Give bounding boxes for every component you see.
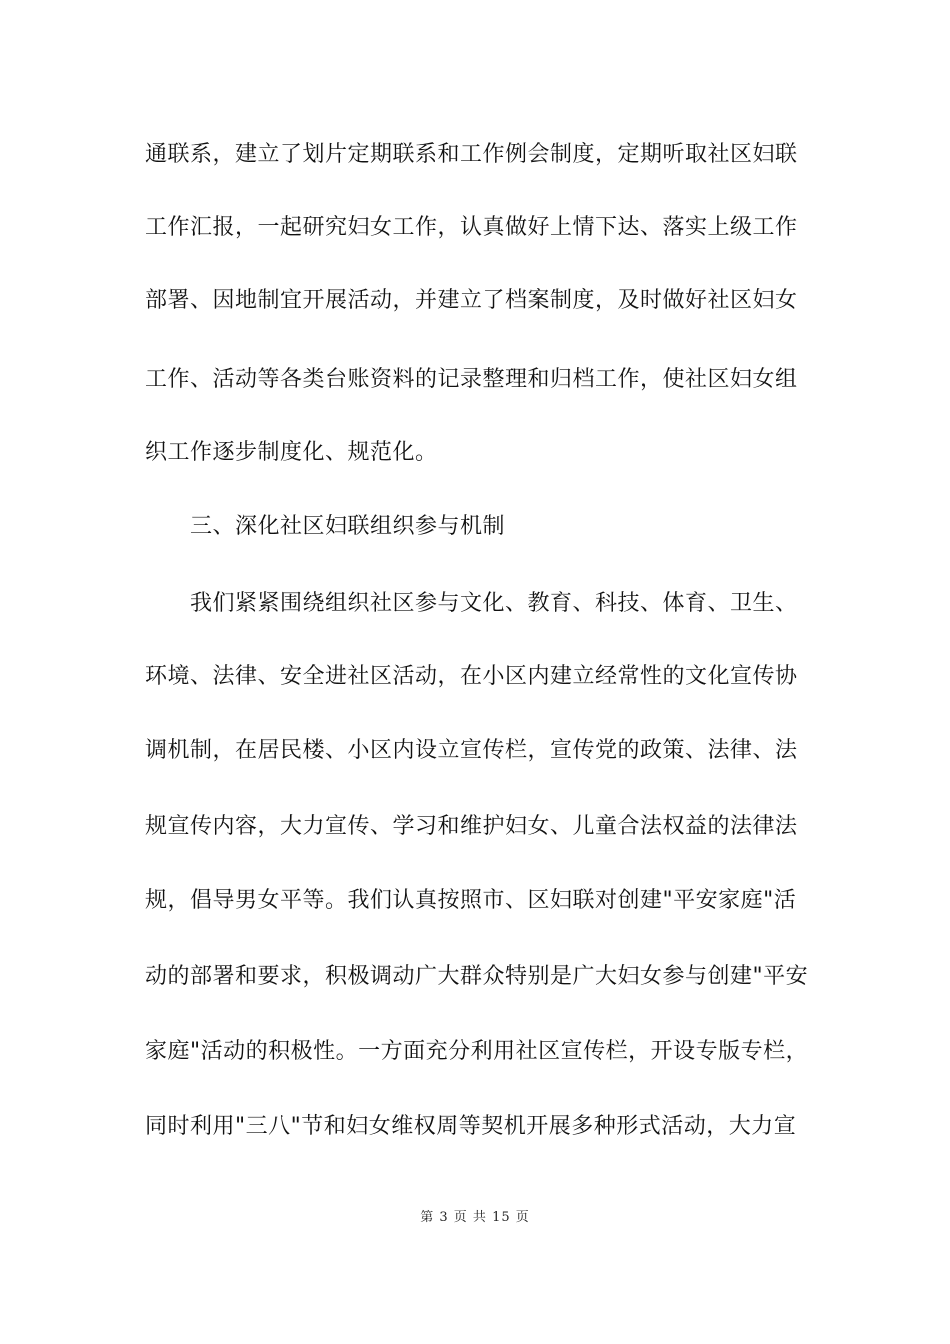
- page-suffix: 页: [515, 1210, 530, 1225]
- body-text-line: 部署、因地制宜开展活动，并建立了档案制度，及时做好社区妇女: [145, 288, 798, 313]
- body-text-line: 动的部署和要求，积极调动广大群众特别是广大妇女参与创建"平安: [145, 964, 809, 989]
- body-text-line: 我们紧紧围绕组织社区参与文化、教育、科技、体育、卫生、: [190, 591, 798, 616]
- body-text-line: 通联系，建立了划片定期联系和工作例会制度，定期听取社区妇联: [145, 142, 798, 167]
- body-text-line: 环境、法律、安全进社区活动，在小区内建立经常性的文化宣传协: [145, 664, 798, 689]
- page-prefix: 第: [420, 1210, 435, 1225]
- body-text-line: 规宣传内容，大力宣传、学习和维护妇女、儿童合法权益的法律法: [145, 814, 798, 839]
- body-text-line: 调机制，在居民楼、小区内设立宣传栏，宣传党的政策、法律、法: [145, 738, 798, 763]
- body-text-line: 家庭"活动的积极性。一方面充分利用社区宣传栏，开设专版专栏，: [145, 1039, 809, 1064]
- current-page-number: 3: [439, 1210, 449, 1225]
- body-text-line: 规，倡导男女平等。我们认真按照市、区妇联对创建"平安家庭"活: [145, 888, 797, 913]
- total-pages-number: 15: [492, 1210, 511, 1225]
- body-text-line: 工作汇报，一起研究妇女工作，认真做好上情下达、落实上级工作: [145, 215, 798, 240]
- page-mid-text: 页 共: [453, 1210, 487, 1225]
- body-text-line: 工作、活动等各类台账资料的记录整理和归档工作，使社区妇女组: [145, 367, 798, 392]
- section-heading: 三、深化社区妇联组织参与机制: [190, 514, 506, 539]
- body-text-line: 同时利用"三八"节和妇女维权周等契机开展多种形式活动，大力宣: [145, 1114, 797, 1139]
- page-number-footer: [0, 1206, 950, 1225]
- body-text-line: 织工作逐步制度化、规范化。: [145, 440, 438, 465]
